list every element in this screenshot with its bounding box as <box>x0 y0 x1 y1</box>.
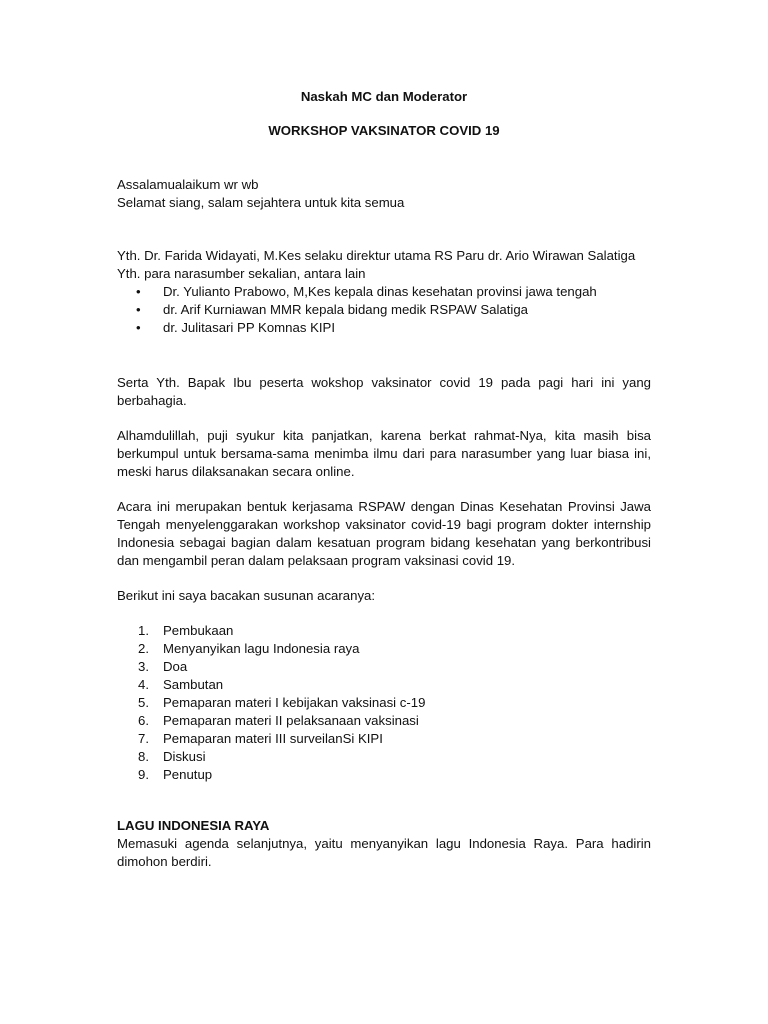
agenda-label: Diskusi <box>163 749 206 764</box>
agenda-number: 2. <box>138 641 149 656</box>
agenda-label: Pembukaan <box>163 623 234 638</box>
cooperation-paragraph: Acara ini merupakan bentuk kerjasama RSPAW dengan Dinas Kesehatan Provinsi Jawa Tengah menyelenggarakan workshop vaksinator covid-19 bagi program dokter internship Indonesia sebagai bagian dalam kesatuan program bidang kesehatan yang berkontribusi dan mengambil peran dalam pelaksaan program vaksinasi covid 19. <box>117 499 651 568</box>
agenda-number: 9. <box>138 767 149 782</box>
agenda-number: 4. <box>138 677 149 692</box>
speakers-list <box>117 283 651 337</box>
list-item <box>138 640 697 658</box>
agenda-label: Pemaparan materi II pelaksanaan vaksinasi <box>163 713 419 728</box>
document-subtitle: WORKSHOP VAKSINATOR COVID 19 <box>268 123 500 138</box>
greeting-line-1: Assalamualaikum wr wb <box>117 177 259 192</box>
addressing-block <box>117 247 651 337</box>
section-indonesia-raya <box>117 817 651 871</box>
list-item <box>138 658 697 676</box>
agenda-label: Pemaparan materi I kebijakan vaksinasi c-19 <box>163 695 426 710</box>
document-title: Naskah MC dan Moderator <box>300 89 468 104</box>
list-item <box>136 283 651 301</box>
agenda-number: 3. <box>138 659 149 674</box>
bullet-icon: • <box>136 302 141 317</box>
list-item <box>138 748 697 766</box>
agenda-number: 8. <box>138 749 149 764</box>
participants-paragraph: Serta Yth. Bapak Ibu peserta wokshop vaksinator covid 19 pada pagi hari ini yang berbahagia. <box>117 375 651 408</box>
bullet-icon: • <box>136 320 141 335</box>
agenda-number: 6. <box>138 713 149 728</box>
bullet-icon: • <box>136 284 141 299</box>
agenda-label: Penutup <box>163 767 213 782</box>
agenda-label: Pemaparan materi III surveilanSi KIPI <box>163 731 383 746</box>
speaker-name: dr. Julitasari PP Komnas KIPI <box>163 320 336 335</box>
speaker-name: Dr. Yulianto Prabowo, M,Kes kepala dinas kesehatan provinsi jawa tengah <box>163 284 597 299</box>
list-item <box>136 301 651 319</box>
agenda-label: Sambutan <box>163 677 224 692</box>
speaker-name: dr. Arif Kurniawan MMR kepala bidang medik RSPAW Salatiga <box>163 302 529 317</box>
agenda-label: Doa <box>163 659 188 674</box>
gratitude-paragraph: Alhamdulillah, puji syukur kita panjatkan, karena berkat rahmat-Nya, kita masih bisa berkumpul untuk bersama-sama menimba ilmu dari para narasumber yang luar biasa ini, meski harus dilaksanakan secara online. <box>117 428 651 479</box>
list-item <box>138 766 697 784</box>
agenda-number: 5. <box>138 695 149 710</box>
director-address: Yth. Dr. Farida Widayati, M.Kes selaku direktur utama RS Paru dr. Ario Wirawan Salatiga <box>117 248 636 263</box>
agenda-number: 1. <box>138 623 149 638</box>
agenda-list <box>117 622 697 784</box>
speakers-intro: Yth. para narasumber sekalian, antara lain <box>117 266 366 281</box>
list-item <box>138 676 697 694</box>
agenda-label: Menyanyikan lagu Indonesia raya <box>163 641 360 656</box>
list-item <box>138 730 697 748</box>
greeting-block <box>117 176 651 212</box>
list-item <box>138 622 697 640</box>
agenda-intro: Berikut ini saya bacakan susunan acaranya: <box>117 588 376 603</box>
section-text: Memasuki agenda selanjutnya, yaitu menyanyikan lagu Indonesia Raya. Para hadirin dimohon berdiri. <box>117 836 651 869</box>
list-item <box>136 319 651 337</box>
list-item <box>138 712 697 730</box>
list-item <box>138 694 697 712</box>
greeting-line-2: Selamat siang, salam sejahtera untuk kita semua <box>117 195 405 210</box>
agenda-number: 7. <box>138 731 149 746</box>
section-heading: LAGU INDONESIA RAYA <box>117 818 270 833</box>
